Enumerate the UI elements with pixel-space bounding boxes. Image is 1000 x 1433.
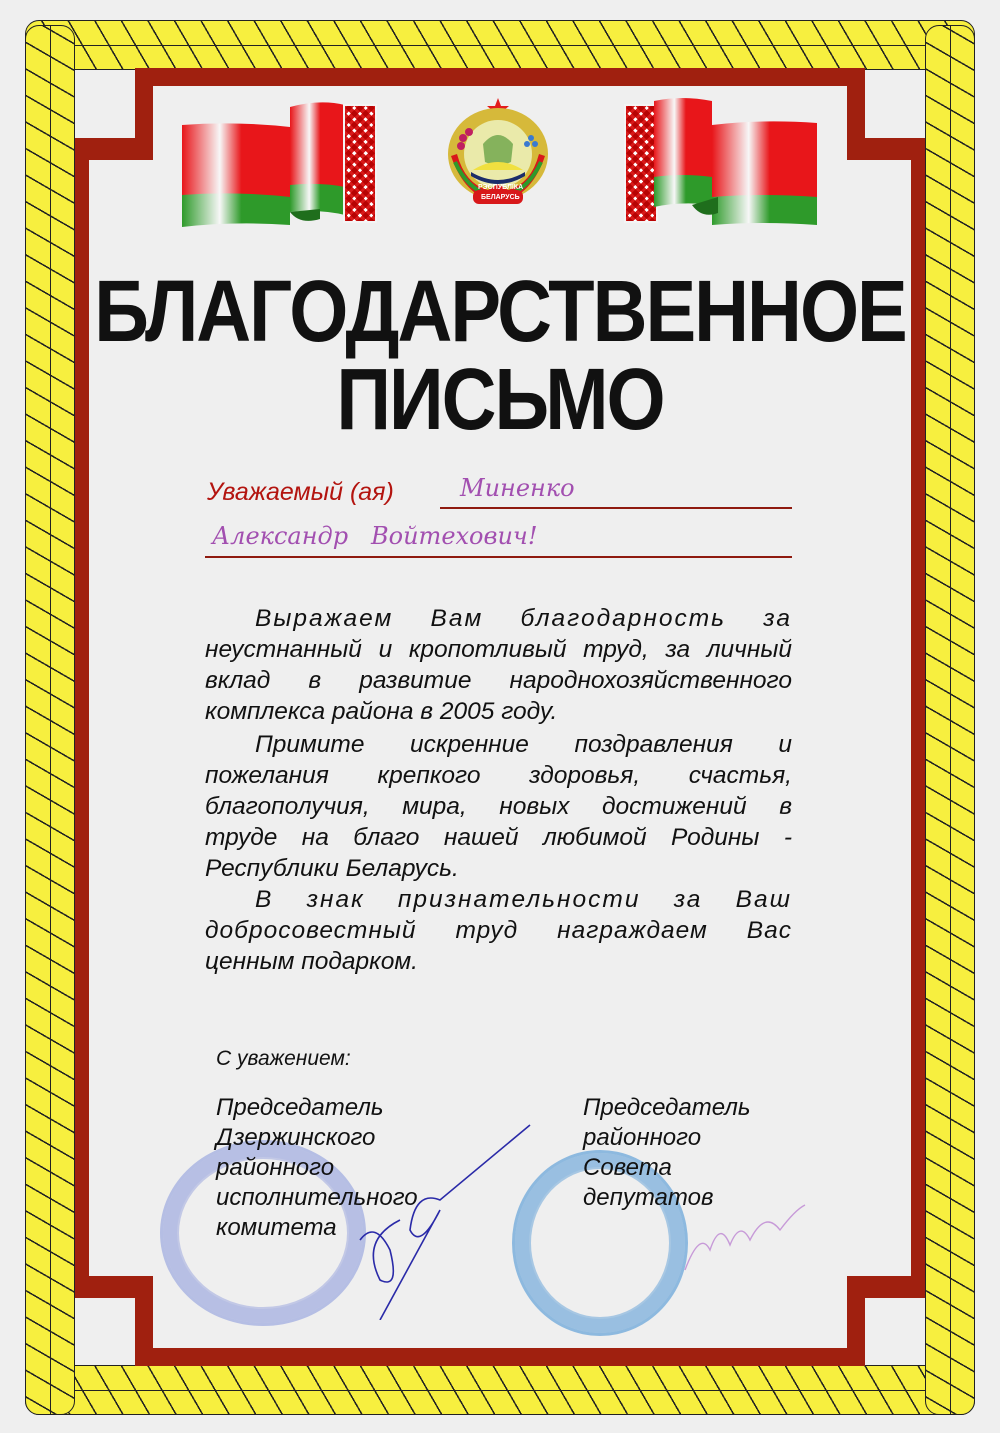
addressee-underline-1 <box>440 507 792 509</box>
braid-border-top <box>25 20 975 70</box>
addressee-underline-2 <box>205 556 792 558</box>
body-line: комплекса района в 2005 году. <box>205 698 558 725</box>
braid-border-right <box>925 25 975 1415</box>
signatory-line: депутатов <box>583 1184 714 1211</box>
emblem-label-top: РЭСПУБЛІКА <box>478 184 524 191</box>
signatory-line: Совета <box>583 1154 672 1181</box>
body-line: неустнанный и кропотливый труд, за личный <box>205 636 792 663</box>
body-paragraph-2 <box>205 729 792 884</box>
addressee-handwritten-surname: Миненко <box>460 474 575 502</box>
signatory-line: исполнительного <box>216 1184 418 1211</box>
body-line: В знак признательности за Ваш <box>255 886 792 913</box>
document-title-line2: ПИСЬМО <box>336 350 664 449</box>
body-line: труде на благо нашей любимой Родины - <box>205 824 792 851</box>
signatory-left <box>216 1093 418 1243</box>
body-line: Республики Беларусь. <box>205 855 459 882</box>
signatory-line: комитета <box>216 1214 337 1241</box>
signatory-line: районного <box>216 1154 335 1181</box>
signatory-line: районного <box>583 1124 702 1151</box>
addressee-label: Уважаемый (ая) <box>207 478 394 506</box>
body-line: благополучия, мира, новых достижений в <box>205 793 792 820</box>
body-line: ценным подарком. <box>205 948 418 975</box>
body-line: добросовестный труд награждаем Вас <box>205 917 792 944</box>
addressee-handwritten-name: Александр Войтехович! <box>212 522 538 550</box>
signatory-line: Председатель <box>216 1094 384 1121</box>
body-line: вклад в развитие народнохозяйственного <box>205 667 792 694</box>
document-title-line1: БЛАГОДАРСТВЕННОЕ <box>94 262 906 361</box>
body-line: Примите искренние поздравления и <box>255 731 792 758</box>
body-paragraph-3 <box>205 884 792 977</box>
signatory-line: Председатель <box>583 1094 751 1121</box>
body-paragraph-1 <box>205 603 792 727</box>
body-line: Выражаем Вам благодарность за <box>255 605 792 632</box>
closing-text: С уважением: <box>216 1047 351 1070</box>
braid-border-bottom <box>25 1365 975 1415</box>
braid-border-left <box>25 25 75 1415</box>
belarus-flag-left <box>180 97 370 232</box>
coat-of-arms-emblem <box>443 96 553 208</box>
signatory-right <box>583 1093 750 1213</box>
signatory-line: Дзержинского <box>216 1124 376 1151</box>
ornament-stripe-left <box>343 104 377 223</box>
body-line: пожелания крепкого здоровья, счастья, <box>205 762 792 789</box>
emblem-label-bottom: БЕЛАРУСЬ <box>481 194 520 201</box>
belarus-flag-right <box>652 97 822 232</box>
